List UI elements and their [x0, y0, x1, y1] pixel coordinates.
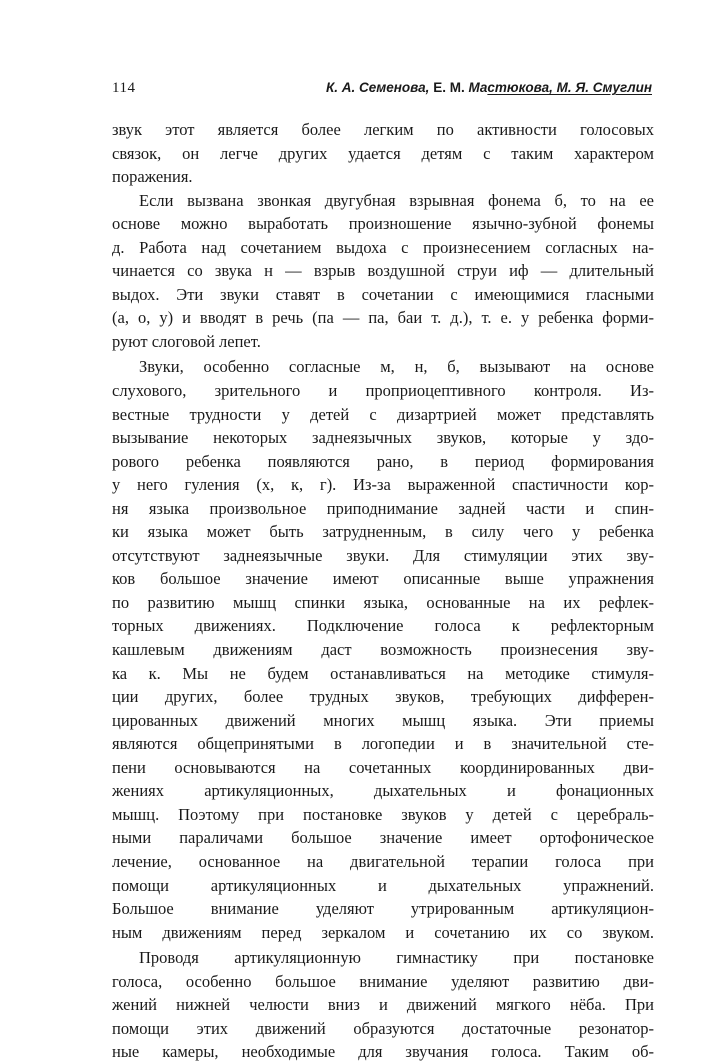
- text-line: лечение, основанное на двигательной терапии голоса при: [112, 851, 654, 871]
- author-mastyukova-initials: Е. М.: [433, 80, 465, 95]
- text-line: ные камеры, необходимые для звучания голоса. Таким об-: [112, 1042, 654, 1062]
- text-line: (а, о, у) и вводят в речь (па — па, баи т. д.), т. е. у ребенка форми-: [112, 308, 654, 328]
- text-line: ков большое значение имеют описанные выше упражнения: [112, 569, 654, 589]
- text-line: звук этот является более легким по активности голосовых: [112, 120, 654, 139]
- text-line: помощи этих движений образуются достаточные резонатор-: [112, 1018, 654, 1038]
- author-mastyukova-start: Ма: [468, 80, 488, 95]
- author-mastyukova-smuglin: стюкова, М. Я. Смуглин: [487, 80, 652, 95]
- paragraph-4: [112, 946, 654, 1064]
- text-line: отсутствуют заднеязычные звуки. Для стимуляции этих зву-: [112, 545, 654, 565]
- paragraph-1: [112, 118, 654, 189]
- text-line: выдох. Эти звуки ставят в сочетании с имеющимися гласными: [112, 284, 654, 304]
- text-line: кашлевым движениям даст возможность произнесения зву-: [112, 640, 654, 660]
- text-line: жениях артикуляционных, дыхательных и фонационных: [112, 781, 654, 801]
- running-head: [112, 80, 652, 102]
- text-line: чинается со звука н — взрыв воздушной струи иф — длительный: [112, 261, 654, 281]
- text-line: связок, он легче других удается детям с таким характером: [112, 143, 654, 163]
- text-line: ным движениям перед зеркалом и сочетанию их со звуком.: [112, 922, 654, 942]
- text-line: торных движениях. Подключение голоса к рефлекторным: [112, 616, 654, 636]
- text-line: Проводя артикуляционную гимнастику при постановке: [139, 948, 654, 968]
- text-line: Если вызвана звонкая двугубная взрывная фонема б, то на ее: [139, 190, 654, 210]
- text-line: вызывание некоторых заднеязычных звуков, которые у здо-: [112, 428, 654, 448]
- paragraph-3: [112, 355, 654, 944]
- text-line: помощи артикуляционных и дыхательных упражнений.: [112, 875, 654, 895]
- text-line: жений нижней челюсти вниз и движений мягкого нёба. При: [112, 995, 654, 1015]
- paragraph-2: [112, 189, 654, 354]
- text-line: слухового, зрительного и проприоцептивного контроля. Из-: [112, 381, 654, 401]
- text-line: основе можно выработать произношение язычно-зубной фонемы: [112, 214, 654, 234]
- author-semenova: К. А. Семенова,: [325, 80, 430, 95]
- text-line: голоса, особенно большое внимание уделяют развитию дви-: [112, 971, 654, 991]
- text-line: поражения.: [112, 167, 193, 187]
- text-line: ки языка может быть затрудненным, в силу чего у ребенка: [112, 522, 654, 542]
- text-line: вестные трудности у детей с дизартрией может представлять: [112, 404, 654, 424]
- body-text: [112, 118, 654, 1064]
- text-line: являются общепринятыми в логопедии и в значительной сте-: [112, 734, 654, 754]
- text-line: у него гуления (х, к, г). Из-за выраженной спастичности кор-: [112, 475, 654, 495]
- text-line: Большое внимание уделяют утрированным артикуляцион-: [112, 899, 654, 919]
- text-line: д. Работа над сочетанием выдоха с произнесением согласных на-: [112, 237, 654, 257]
- text-line: руют слоговой лепет.: [112, 331, 261, 351]
- text-line: Звуки, особенно согласные м, н, б, вызывают на основе: [139, 357, 654, 377]
- text-line: ными параличами большое значение имеет ортофоническое: [112, 828, 654, 848]
- text-line: рового ребенка появляются рано, в период формирования: [112, 451, 654, 471]
- text-line: пени основываются на сочетанных координированных дви-: [112, 757, 654, 777]
- text-line: цированных движений многих мышц языка. Эти приемы: [112, 710, 654, 730]
- text-line: мышц. Поэтому при постановке звуков у детей с церебраль-: [112, 804, 654, 824]
- running-head-authors: [326, 80, 652, 95]
- text-line: ка к. Мы не будем останавливаться на методике стимуля-: [112, 663, 654, 683]
- text-line: по развитию мышц спинки языка, основанные на их рефлек-: [112, 592, 654, 612]
- page-number: 114: [112, 80, 136, 96]
- text-line: ции других, более трудных звуков, требующих дифферен-: [112, 687, 654, 707]
- text-line: ня языка произвольное приподнимание задней части и спин-: [112, 498, 654, 518]
